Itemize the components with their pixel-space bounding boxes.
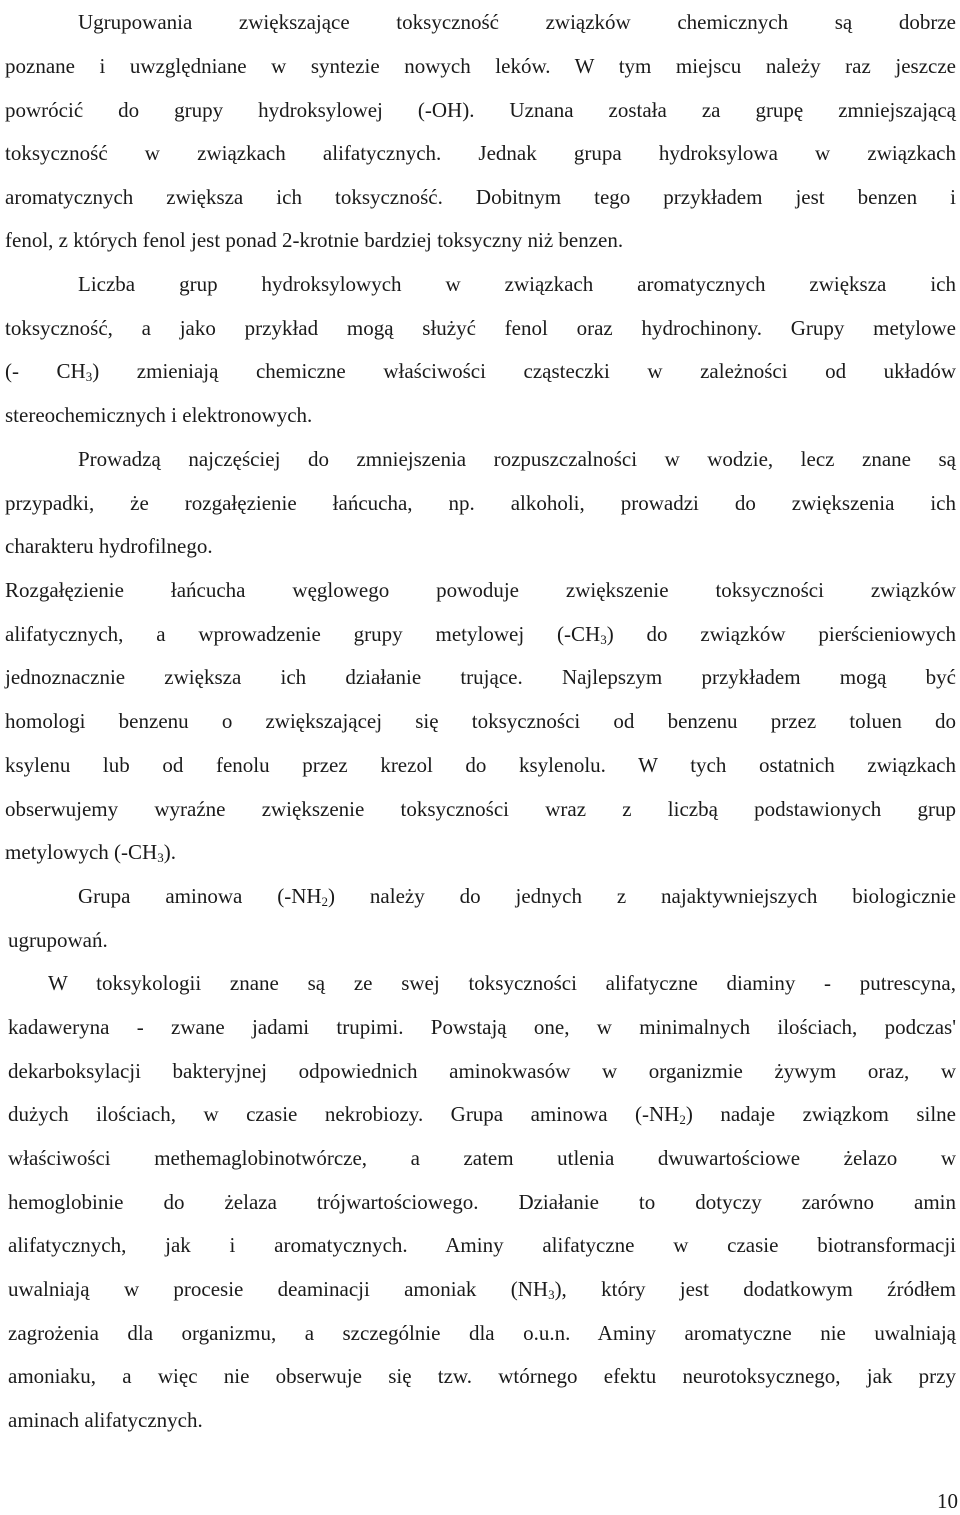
- text-line: powrócić do grupy hydroksylowej (-OH). Uznana została za grupę zmniejszającą: [5, 98, 956, 122]
- subscript: 3: [548, 1287, 555, 1302]
- text-line: obserwujemy wyraźne zwiększenie toksyczności wraz z liczbą podstawionych grup: [5, 797, 956, 821]
- text-line: Ugrupowania zwiększające toksyczność związków chemicznych są dobrze: [78, 10, 956, 34]
- subscript: 3: [600, 632, 607, 647]
- text-line: amoniaku, a więc nie obserwuje się tzw. wtórnego efektu neurotoksycznego, jak przy: [8, 1364, 956, 1388]
- text-line: (- $CH_3$) zmieniają chemiczne właściwości cząsteczki w zależności od układów: [5, 359, 956, 384]
- text-line: Prowadzą najczęściej do zmniejszenia rozpuszczalności w wodzie, lecz znane są: [78, 447, 956, 471]
- text-line: charakteru hydrofilnego.: [5, 534, 213, 558]
- text-line: dekarboksylacji bakteryjnej odpowiednich aminokwasów w organizmie żywym oraz, w: [8, 1059, 956, 1083]
- text-line: ksylenu lub od fenolu przez krezol do ksylenolu. W tych ostatnich związkach: [5, 753, 956, 777]
- text-line: metylowych $(-CH_3)$.: [5, 840, 176, 865]
- text-line: aminach alifatycznych.: [8, 1408, 203, 1432]
- text-line: aromatycznych zwiększa ich toksyczność. Dobitnym tego przykładem jest benzen i: [5, 185, 956, 209]
- text-line: kadaweryna - zwane jadami trupimi. Powstają one, w minimalnych ilościach, podczas': [8, 1015, 956, 1039]
- text-line: właściwości methemaglobinotwórcze, a zatem utlenia dwuwartościowe żelazo w: [8, 1146, 956, 1170]
- text-line: W toksykologii znane są ze swej toksyczności alifatyczne diaminy - putrescyna,: [48, 971, 956, 995]
- text-line: zagrożenia dla organizmu, a szczególnie dla o.u.n. Aminy aromatyczne nie uwalniają: [8, 1321, 956, 1345]
- text-line: Grupa aminowa $(-NH_2)$ należy do jednych z najaktywniejszych biologicznie: [78, 884, 956, 909]
- text-line: hemoglobinie do żelaza trójwartościowego. Działanie to dotyczy zarówno amin: [8, 1190, 956, 1214]
- text-line: poznane i uwzględniane w syntezie nowych leków. W tym miejscu należy raz jeszcze: [5, 54, 956, 78]
- text-line: jednoznacznie zwiększa ich działanie trujące. Najlepszym przykładem mogą być: [5, 665, 956, 689]
- text-line: ugrupowań.: [8, 928, 108, 952]
- subscript: 3: [85, 369, 93, 384]
- text-line: toksyczność, a jako przykład mogą służyć fenol oraz hydrochinony. Grupy metylowe: [5, 316, 956, 340]
- text-line: uwalniają w procesie deaminacji amoniak $(NH_3)$, który jest dodatkowym źródłem: [8, 1277, 956, 1302]
- text-line: dużych ilościach, w czasie nekrobiozy. Grupa aminowa $(-NH_2)$ nadaje związkom silne: [8, 1102, 956, 1127]
- subscript: 2: [679, 1112, 686, 1127]
- text-line: homologi benzenu o zwiększającej się toksyczności od benzenu przez toluen do: [5, 709, 956, 733]
- text-line: toksyczność w związkach alifatycznych. Jednak grupa hydroksylowa w związkach: [5, 141, 956, 165]
- text-line: alifatycznych, jak i aromatycznych. Aminy alifatyczne w czasie biotransformacji: [8, 1233, 956, 1257]
- text-line: alifatycznych, a wprowadzenie grupy metylowej $(-CH_3)$ do związków pierścieniowych: [5, 622, 956, 647]
- text-line: fenol, z których fenol jest ponad 2-krotnie bardziej toksyczny niż benzen.: [5, 228, 624, 252]
- text-line: przypadki, że rozgałęzienie łańcucha, np. alkoholi, prowadzi do zwiększenia ich: [5, 491, 956, 515]
- text-line: Liczba grup hydroksylowych w związkach aromatycznych zwiększa ich: [78, 272, 956, 296]
- text-line: Rozgałęzienie łańcucha węglowego powoduje zwiększenie toksyczności związków: [5, 578, 956, 602]
- subscript: 3: [157, 850, 164, 865]
- page-number: 10: [937, 1489, 958, 1513]
- subscript: 2: [321, 894, 329, 909]
- text-line: stereochemicznych i elektronowych.: [5, 403, 313, 427]
